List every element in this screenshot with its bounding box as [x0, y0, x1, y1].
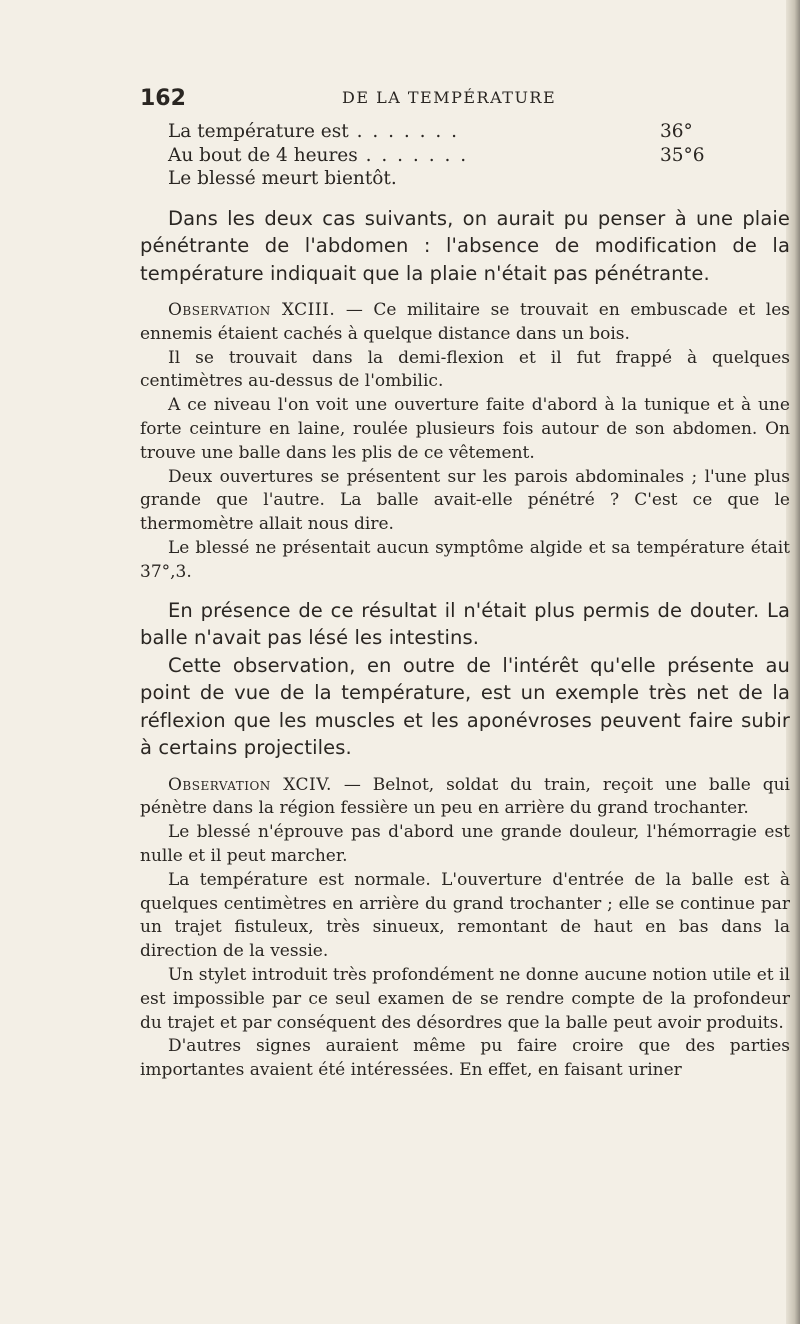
page-number: 162: [140, 86, 186, 111]
observation-93-intro: [140, 299, 790, 347]
observation-93-paragraph: A ce niveau l'on voit une ouverture faite d'abord à la tunique et à une forte ceinture en laine, roulée plusieurs fois autour de son abdomen. On trouve une balle dans les plis de ce vêtement.: [140, 395, 790, 463]
observation-text: — Belnot, soldat du train, reçoit une balle qui pénètre dans la région fessière un peu en arrière du grand trochanter.: [140, 774, 790, 819]
paragraph-commentary: Cette observation, en outre de l'intérêt qu'elle présente au point de vue de la température, est un exemple très net de la réflexion que les muscles et les aponévroses peuvent faire subir à certains projectiles.: [140, 653, 790, 760]
observation-94-paragraph: La température est normale. L'ouverture d'entrée de la balle est à quelques centimètres en arrière du grand trochanter ; elle se continue par un trajet fistuleux, très sinueux, remontant de haut en bas dans la direction de la vessie.: [140, 869, 790, 962]
observation-93-paragraph: Le blessé ne présentait aucun symptôme algide et sa température était 37°,3.: [140, 537, 790, 582]
observation-94-paragraph: D'autres signes auraient même pu faire croire que des parties importantes avaient été intéressées. En effet, en faisant uriner: [140, 1036, 790, 1081]
temperature-note: Le blessé meurt bientôt.: [168, 168, 397, 189]
running-head: [140, 86, 790, 116]
observation-heading: Observation XCIII.: [168, 300, 336, 320]
observation-heading: Observation XCIV.: [168, 774, 332, 795]
observation-text: — Ce militaire se trouvait en embuscade et les ennemis étaient cachés à quelque distance dans un bois.: [140, 300, 790, 344]
observation-94-intro: [140, 774, 790, 822]
temperature-value: 36°: [660, 121, 693, 142]
book-page: [140, 86, 790, 1083]
temperature-label: Au bout de 4 heures: [168, 144, 358, 166]
temperature-row: La température est . . . . . . . 36°: [168, 121, 693, 142]
observation-93-paragraph: Deux ouvertures se présentent sur les parois abdominales ; l'une plus grande que l'autre. La balle avait-elle pénétré ? C'est ce que le thermomètre allait nous dire.: [140, 466, 790, 535]
running-title: DE LA TEMPÉRATURE: [342, 88, 557, 107]
observation-94-paragraph: Un stylet introduit très profondément ne donne aucune notion utile et il est impossible par ce seul examen de se rendre compte de la profondeur du trajet et par conséquent des désordres que la balle peut avoir produits.: [140, 964, 790, 1033]
temperature-readings: [140, 120, 790, 191]
paragraph-intro: Dans les deux cas suivants, on aurait pu penser à une plaie pénétrante de l'abdomen : l'absence de modification de la température indiquait que la plaie n'était pas pénétrante.: [140, 206, 790, 285]
temperature-row: Au bout de 4 heures . . . . . . . 35°6: [168, 144, 705, 166]
observation-94-paragraph: Le blessé n'éprouve pas d'abord une grande douleur, l'hémorragie est nulle et il peut marcher.: [140, 822, 790, 866]
temperature-value: 35°6: [660, 144, 705, 166]
temperature-label: La température est: [168, 121, 349, 142]
paragraph-conclusion: En présence de ce résultat il n'était plus permis de douter. La balle n'avait pas lésé les intestins.: [140, 598, 790, 650]
observation-93-paragraph: Il se trouvait dans la demi-flexion et il fut frappé à quelques centimètres au-dessus de l'ombilic.: [140, 347, 790, 392]
